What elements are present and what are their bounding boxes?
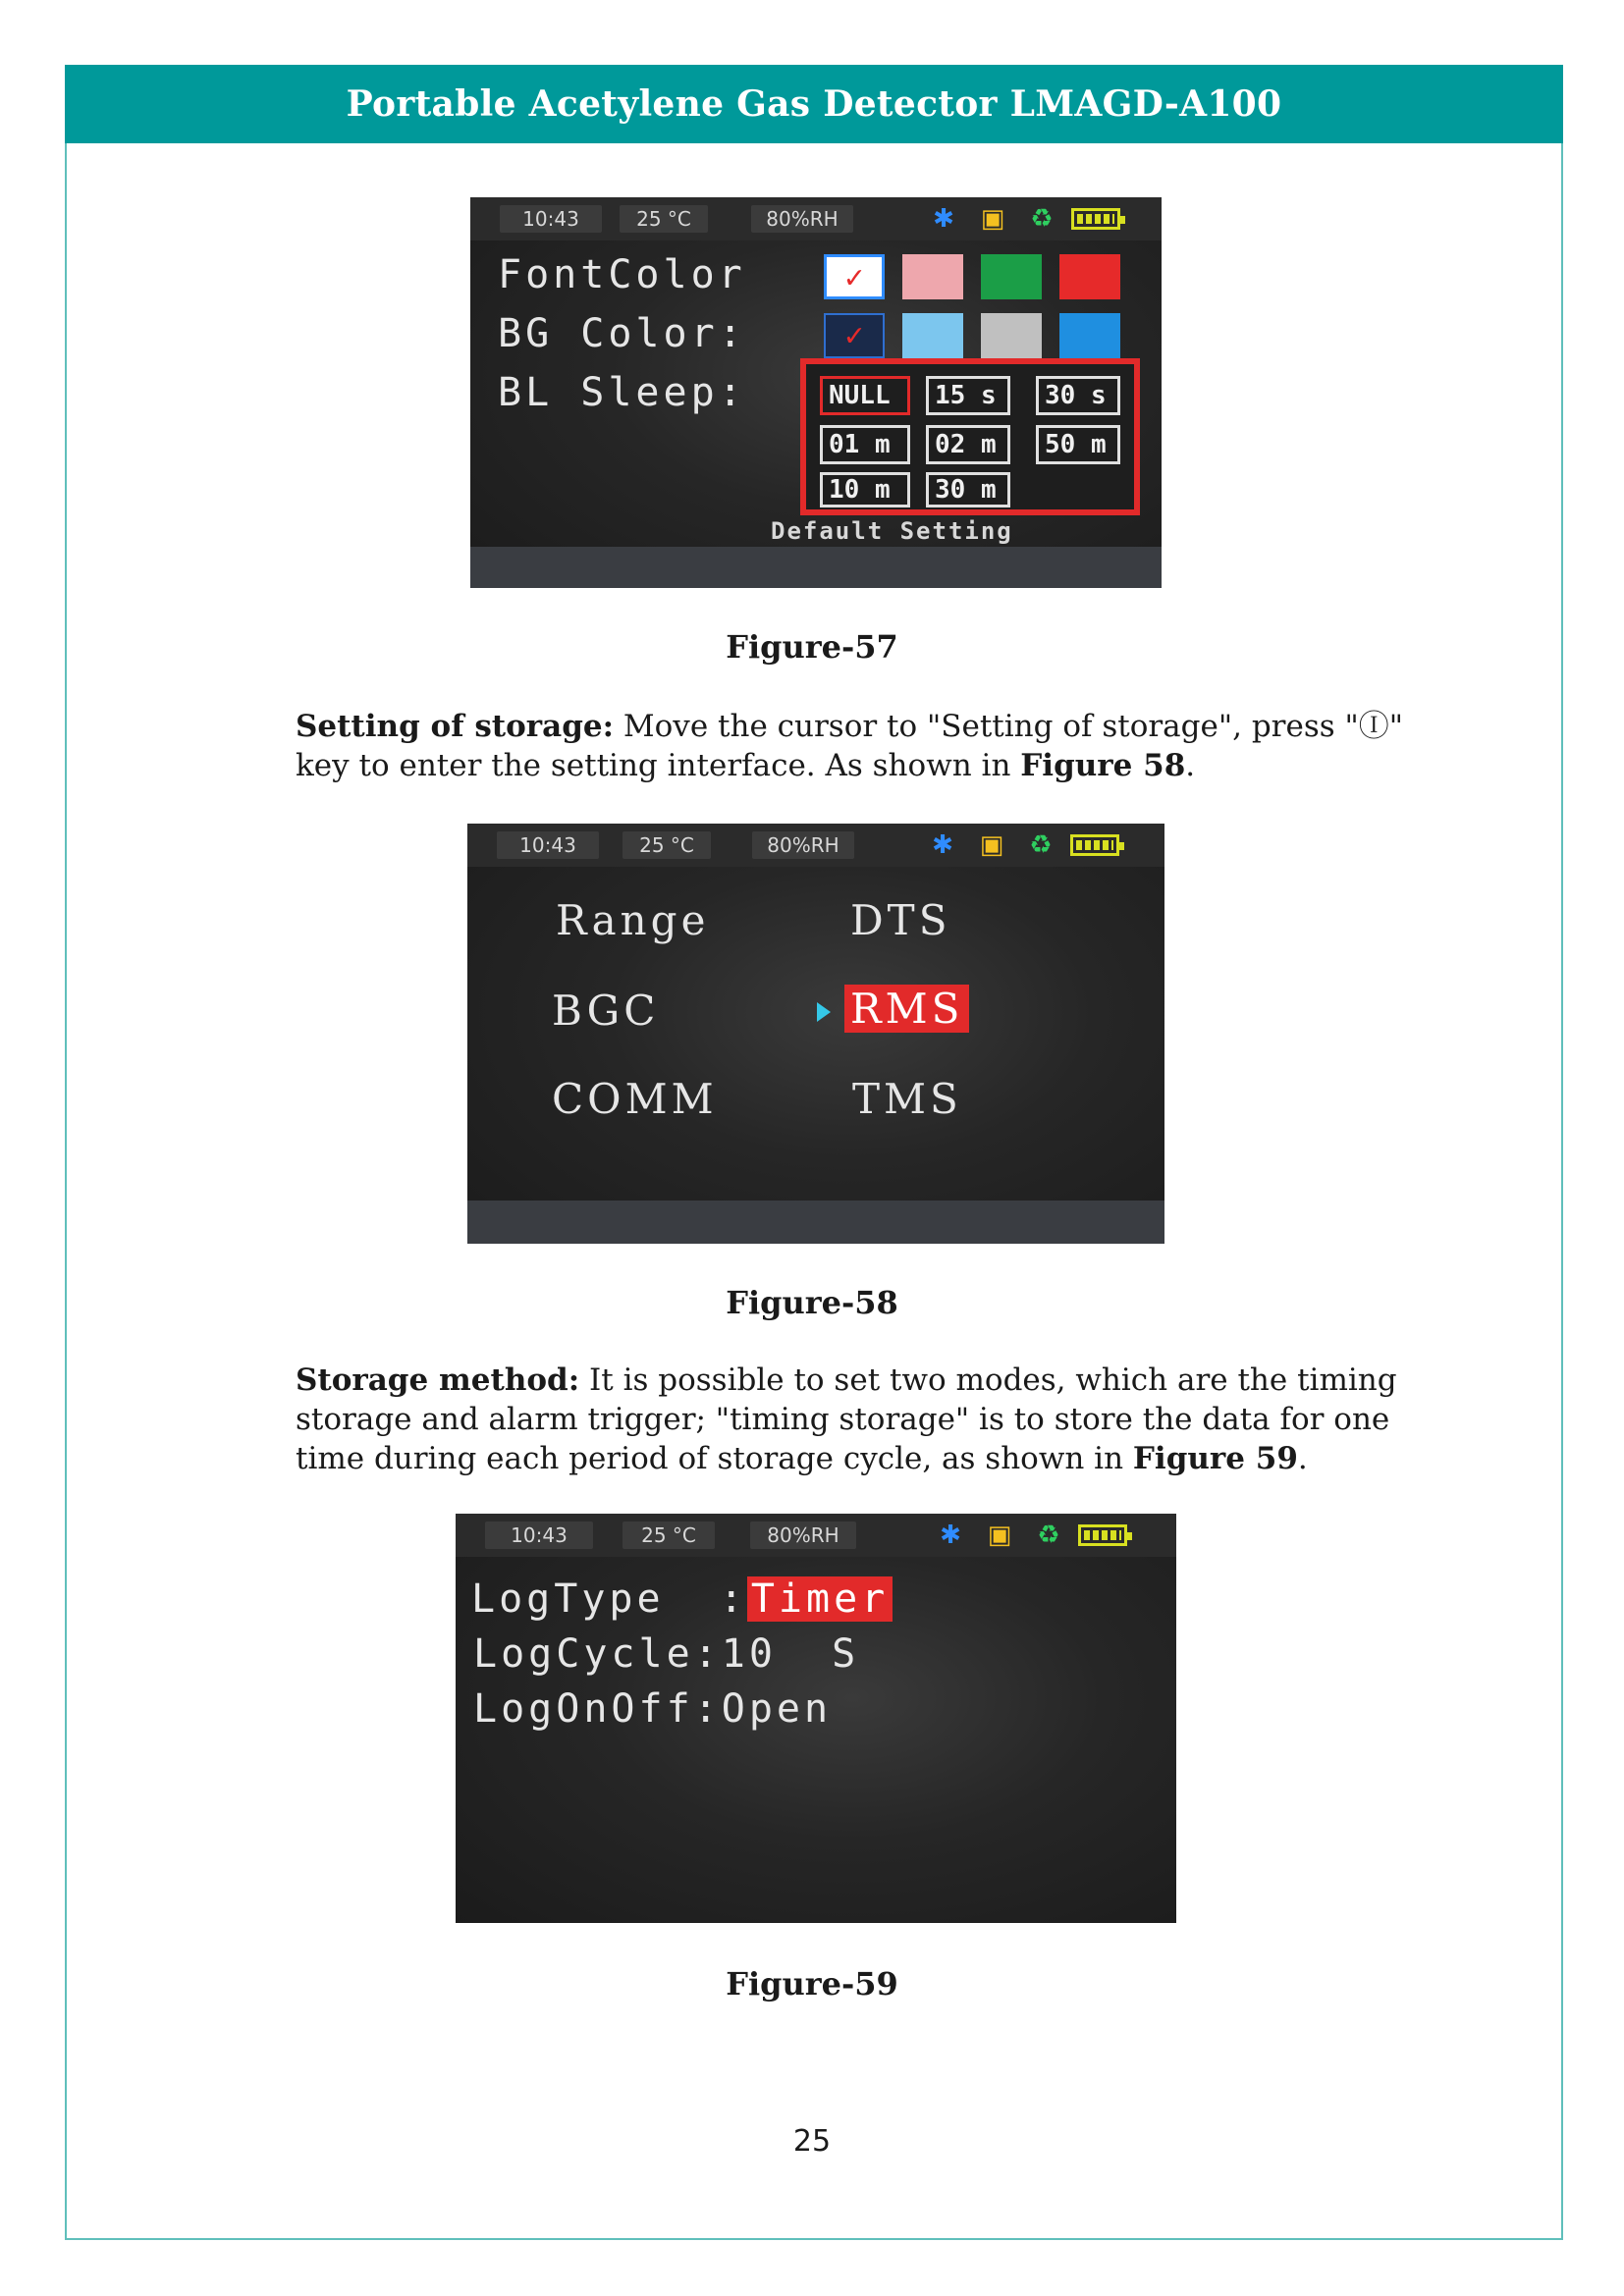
status-temperature: 25 °C	[623, 831, 711, 859]
status-temperature: 25 °C	[623, 1522, 715, 1549]
menu-item-range[interactable]: Range	[556, 896, 710, 944]
recycle-icon: ♻	[1030, 204, 1054, 234]
log-cycle-row[interactable]: LogCycle:10 S	[473, 1631, 860, 1677]
sleep-option[interactable]: 50 m	[1036, 425, 1120, 464]
status-humidity: 80%RH	[751, 205, 853, 233]
status-bar	[456, 1514, 1176, 1557]
log-onoff-row[interactable]: LogOnOff:Open	[473, 1686, 833, 1732]
battery-icon	[1078, 1524, 1127, 1546]
log-type-row	[471, 1576, 893, 1622]
default-setting-label[interactable]: Default Setting	[771, 517, 1013, 545]
bluetooth-icon: ✱	[933, 204, 954, 234]
figure-caption: Figure-58	[726, 1284, 898, 1321]
menu-item-bgc[interactable]: BGC	[552, 987, 660, 1035]
figure-caption: Figure-59	[726, 1965, 898, 2002]
screen-bottom-bar	[467, 1201, 1164, 1244]
sleep-option[interactable]: 10 m	[820, 472, 910, 507]
font-color-swatch[interactable]	[902, 254, 963, 299]
bl-sleep-label: BL Sleep:	[498, 370, 746, 415]
menu-item-dts[interactable]: DTS	[850, 896, 951, 944]
paragraph-setting-of-storage	[296, 707, 1454, 785]
bg-color-swatch[interactable]	[902, 313, 963, 358]
figure-57-screenshot	[470, 197, 1162, 588]
menu-item-comm[interactable]: COMM	[552, 1075, 718, 1123]
bg-color-swatch[interactable]	[981, 313, 1042, 358]
log-type-value[interactable]: Timer	[747, 1576, 893, 1622]
page-number: 25	[792, 2124, 832, 2159]
bg-color-swatch[interactable]	[824, 313, 885, 358]
sleep-option[interactable]: 30 m	[926, 472, 1010, 507]
sleep-option[interactable]: 01 m	[820, 425, 910, 464]
para-label: Setting of storage:	[296, 709, 615, 744]
para-end: .	[1297, 1441, 1308, 1476]
sleep-option[interactable]: 30 s	[1036, 376, 1120, 415]
bg-color-swatch[interactable]	[1059, 313, 1120, 358]
para-end: .	[1185, 748, 1196, 783]
bluetooth-icon: ✱	[932, 830, 953, 860]
sleep-option[interactable]: 02 m	[926, 425, 1010, 464]
font-color-swatch[interactable]	[824, 254, 885, 299]
battery-icon	[1071, 208, 1120, 230]
font-color-swatch[interactable]	[1059, 254, 1120, 299]
check-icon: ✓	[844, 258, 864, 295]
log-type-label: LogType :	[471, 1576, 747, 1622]
cursor-arrow-icon	[817, 1002, 831, 1022]
status-time: 10:43	[485, 1522, 593, 1549]
status-bar	[470, 197, 1162, 240]
screen-bottom-bar	[470, 547, 1162, 588]
sleep-option[interactable]: 15 s	[926, 376, 1010, 415]
figure-caption: Figure-57	[726, 628, 898, 666]
status-temperature: 25 °C	[620, 205, 708, 233]
para-text: Move the cursor to "Setting of storage", press "Ⓘ" key to enter the setting interface. As shown in	[296, 709, 1404, 783]
status-humidity: 80%RH	[750, 1522, 856, 1549]
sleep-options-panel	[800, 358, 1140, 515]
check-icon: ✓	[844, 316, 864, 353]
page-header	[65, 65, 1563, 143]
menu-item-rms-selected[interactable]: RMS	[844, 985, 969, 1033]
para-label: Storage method:	[296, 1362, 580, 1398]
status-bar	[467, 824, 1164, 867]
menu-item-tms[interactable]: TMS	[852, 1075, 962, 1123]
storage-card-icon: ▣	[980, 204, 1005, 234]
header-title: Portable Acetylene Gas Detector LMAGD-A100	[346, 83, 1282, 125]
figure-58-screenshot	[467, 824, 1164, 1244]
font-color-label: FontColor	[498, 252, 746, 297]
paragraph-storage-method	[296, 1361, 1454, 1478]
storage-card-icon: ▣	[979, 830, 1004, 860]
status-time: 10:43	[500, 205, 602, 233]
battery-icon	[1070, 834, 1119, 856]
figure-ref: Figure 59	[1132, 1441, 1298, 1476]
bg-color-label: BG Color:	[498, 311, 746, 356]
font-color-swatch[interactable]	[981, 254, 1042, 299]
recycle-icon: ♻	[1037, 1521, 1060, 1550]
storage-card-icon: ▣	[987, 1521, 1012, 1550]
bluetooth-icon: ✱	[940, 1521, 961, 1550]
figure-59-screenshot	[456, 1514, 1176, 1923]
status-time: 10:43	[497, 831, 599, 859]
recycle-icon: ♻	[1029, 830, 1053, 860]
para-text: It is possible to set two modes, which are the timing storage and alarm trigger; "timing storage" is to store the data for one time during each period of storage cycle, as shown in	[296, 1362, 1397, 1476]
status-humidity: 80%RH	[752, 831, 854, 859]
figure-ref: Figure 58	[1020, 748, 1186, 783]
sleep-option[interactable]: NULL	[820, 376, 910, 415]
